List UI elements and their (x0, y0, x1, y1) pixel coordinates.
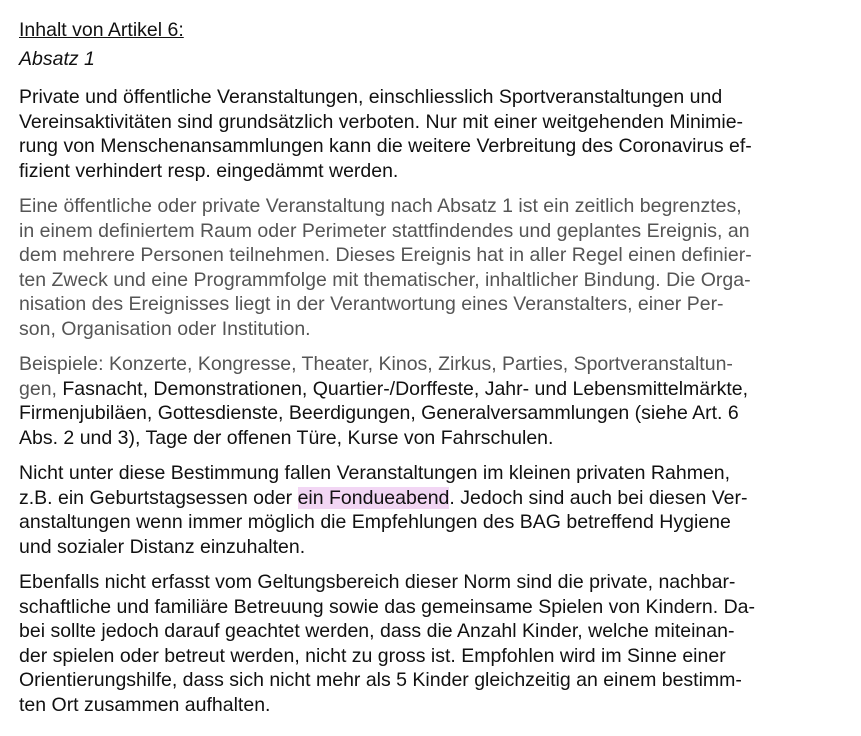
paragraph-1 (19, 85, 849, 183)
text-line: Vereinsaktivitäten sind grundsätzlich verboten. Nur mit einer weitgehenden Minimie- (19, 110, 744, 133)
text-line: Beispiele: Konzerte, Kongresse, Theater, Kinos, Zirkus, Parties, Sportveranstaltun- (19, 353, 733, 375)
paragraph-4 (19, 461, 849, 559)
paragraph-2 (19, 194, 849, 341)
text-line: der spielen oder betreut werden, nicht zu gross ist. Empfohlen wird im Sinne einer (19, 644, 726, 667)
document (19, 18, 849, 728)
text-line: Eine öffentliche oder private Veranstaltung nach Absatz 1 ist ein zeitlich begrenztes, (19, 195, 742, 217)
text-fragment: . Jedoch sind auch bei diesen Ver- (449, 486, 748, 509)
highlighted-text: ein Fondueabend (297, 486, 450, 509)
paragraph-3 (19, 352, 849, 450)
text-line: fizient verhindert resp. eingedämmt werden. (19, 159, 399, 182)
text-line: Private und öffentliche Veranstaltungen, einschliesslich Sportveranstaltungen und (19, 86, 723, 108)
text-line: Orientierungshilfe, dass sich nicht mehr als 5 Kinder gleichzeitig an einem bestimm- (19, 669, 742, 691)
text-line: anstaltungen wenn immer möglich die Empfehlungen des BAG betreffend Hygiene (19, 511, 731, 533)
text-line (19, 377, 849, 402)
text-line (19, 486, 849, 511)
article-heading: Inhalt von Artikel 6: (19, 19, 184, 41)
text-line: in einem definiertem Raum oder Perimeter stattfindendes und geplantes Ereignis, an (19, 219, 750, 242)
text-line: Firmenjubiläen, Gottesdienste, Beerdigungen, Generalversammlungen (siehe Art. 6 (19, 402, 739, 424)
text-line: und sozialer Distanz einzuhalten. (19, 535, 306, 558)
text-line: Abs. 2 und 3), Tage der offenen Türe, Kurse von Fahrschulen. (19, 426, 554, 449)
text-line: ten Ort zusammen aufhalten. (19, 693, 271, 716)
text-line: rung von Menschenansammlungen kann die weitere Verbreitung des Coronavirus ef- (19, 135, 752, 157)
text-line: ten Zweck und eine Programmfolge mit thematischer, inhaltlicher Bindung. Die Orga- (19, 268, 751, 291)
text-fragment: Fasnacht, Demonstrationen, Quartier-/Dorffeste, Jahr- und Lebensmittelmärkte, (56, 377, 749, 400)
text-line: dem mehrere Personen teilnehmen. Dieses Ereignis hat in aller Regel einen definier- (19, 244, 752, 266)
text-line: bei sollte jedoch darauf geachtet werden, dass die Anzahl Kinder, welche miteinan- (19, 620, 735, 642)
text-fragment: z.B. ein Geburtstagsessen oder (19, 486, 298, 509)
text-line: Ebenfalls nicht erfasst vom Geltungsbereich dieser Norm sind die private, nachbar- (19, 571, 736, 593)
text-fragment: gen, (19, 377, 57, 400)
paragraph-subheading: Absatz 1 (19, 47, 95, 70)
text-line: son, Organisation oder Institution. (19, 317, 311, 340)
text-line: schaftliche und familiäre Betreuung sowie das gemeinsame Spielen von Kindern. Da- (19, 595, 755, 618)
text-line: nisation des Ereignisses liegt in der Verantwortung eines Veranstalters, einer Per- (19, 293, 724, 315)
text-line: Nicht unter diese Bestimmung fallen Veranstaltungen im kleinen privaten Rahmen, (19, 462, 731, 484)
paragraph-5 (19, 570, 849, 717)
